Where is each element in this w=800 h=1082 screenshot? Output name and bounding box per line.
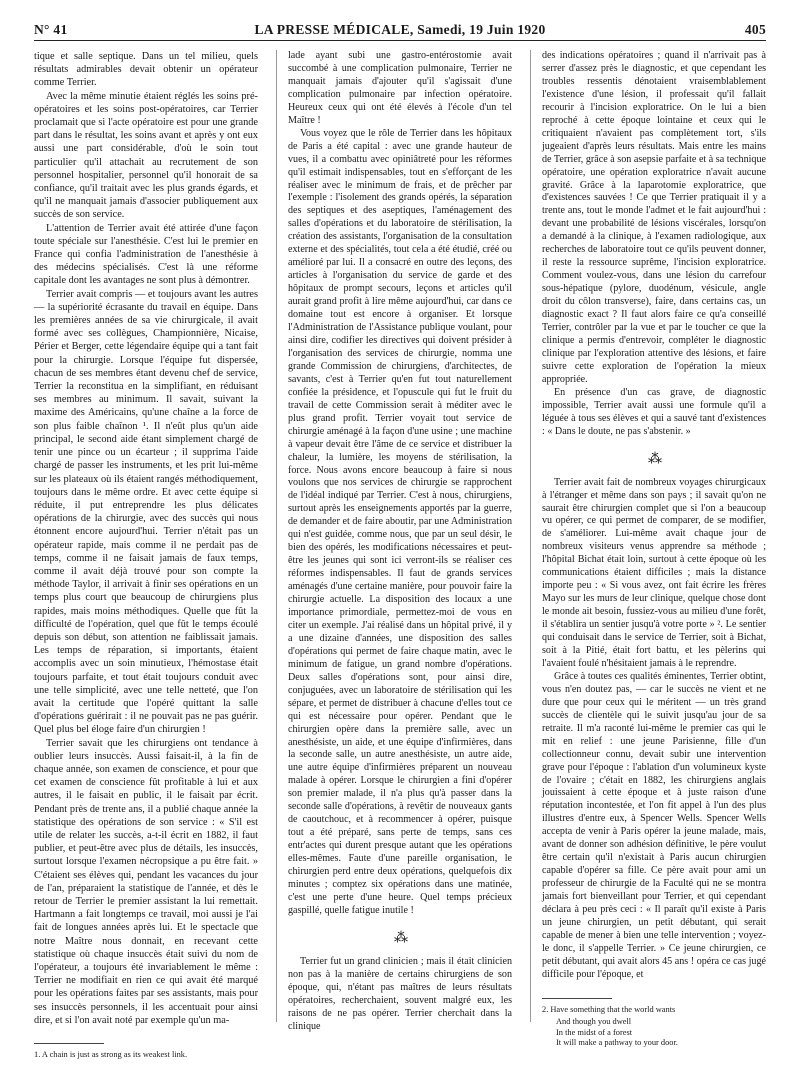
paragraph: des indications opératoires ; quand il n'arrivait pas à serrer d'assez près le diagnostic, et que cependant les troubles ressentis dénotaient vraisemblablement l'existence d'une lésion, il professait qu'il fallait recourir à l'incision exploratrice. On le lui a bien reproché à cette époque lointaine et ceux qui le critiquaient n'avaient pas complètement tort, s'ils jugeaient d'après leurs résultats. Mais entre les mains de Terrier, grâce à son asepsie parfaite et à sa technique opératoire, une opération exploratrice n'avait aucune gravité. Grâce à la laparotomie exploratrice, que d'existences sauvées ! Ce que Terrier pratiquait il y a trente ans, tout le monde l'admet et le fait aujourd'hui : devant une probabilité de lésions viscérales, lorsqu'on a demandé à la clinique, à l'examen radiologique, aux recherches de laboratoire tout ce qu'ils peuvent donner, il reste la ressource suprême, l'incision exploratrice. Comment voulez-vous, dans une lésion du carrefour sous-hépatique (pylore, duodénum, vésicule, angle droit du côlon transverse), faire, dans certains cas, un diagnostic exact ? Il faut alors faire ce qu'a conseillé Terrier, contrôler par la vue et par le toucher ce que la clinique a permis d'entrevoir, compléter le diagnostic clinique par l'exploration attentive des lésions, et faire suivre cette exploration de l'opération la mieux appropriée. bbox=[542, 50, 766, 385]
page-number: 405 bbox=[744, 22, 766, 37]
paragraph: Vous voyez que le rôle de Terrier dans les hôpitaux de Paris a été capital : avec une grande hauteur de vues, il a combattu avec opiniâtreté pour les réformes qu'il estimait indispensables, tout en s'efforçant de les réaliser avec le minimum de frais, et de prêcher par l'exemple : l'isolement des grands opérés, la séparation des septiques et des aseptiques, l'aménagement des salles d'opérations et du laboratoire de stérilisation, la création des assistants, l'organisation de la consultation externe et des spécialités, tout cela a été étudié, créé ou amélioré par lui. Il a consacré en outre des leçons, des articles à l'organisation du service de garde et des hôpitaux de prompt secours, leçons et articles qu'il aurait grand profit à lire même aujourd'hui, car dans ce domaine tout est encore à organiser. Et lorsque l'Administration de l'Assistance publique voulant, pour ainsi dire, codifier les directives qui doivent présider à l'organisation des services de chirurgie, nomma une grande Commission de chirurgiens, d'architectes, de savants, c'est à Terrier qu'en fut tout naturellement confiée la présidence, et l'opuscule qui fut le fruit du travail de cette Commission serait à méditer avec le plus grand profit. Terrier voyait tout service de chirurgie aménagé à la façon d'une usine ; une machine à vapeur devait être l'âme de ce service et distribuer la chaleur, la lumière, les moyens de stérilisation, la force. Nous avons encore beaucoup à faire si nous voulons que nos services de chirurgie se rapprochent de l'idéal indiqué par Terrier. C'est à nous, chirurgiens, surtout après les enseignements apportés par la guerre, de demander et de faire aboutir, par une Administration qui n'est guidée, comme nous, que par un seul désir, le bien des opérés, les modifications nécessaires et peut-être les jeunes qui sont ici verront-ils se réaliser ces réformes indispensables. Il faut de grands services aménagés d'une certaine manière, pour pouvoir faire la chirurgie actuelle. La disposition des locaux a une importance primordiale, permettez-moi de vous en citer un exemple. J'ai réalisé dans un hôpital privé, il y a une dizaine d'années, une disposition des salles d'opérations qui permet de faire chaque matin, avec le minimum de fatigue, un grand nombre d'opérations. Deux salles d'opérations sont, pour ainsi dire, conjuguées, avec un laboratoire de stérilisation qui les sépare, et permet de distribuer à chacune d'elles tout ce qui est nécessaire pour opérer. Pendant que le chirurgien opère dans la première salle, avec un anesthésiste, un aide, et une équipe d'infirmières, dans la seconde salle, un autre anesthésiste, un autre aide, une autre équipe d'infirmières préparent un nouveau malade à opérer. Lorsque le chirurgien a fini d'opérer son premier malade, il n'a plus qu'à passer dans la seconde salle d'opérations, à revêtir de nouveaux gants de caoutchouc, et à recommencer à opérer, puisque tout a été préparé, sans perte de temps, sans ces entr'actes qui durent presque autant que les opérations elles-mêmes. Faute d'une pareille organisation, le chirurgien perd entre deux opérations, quelquefois dix minutes ; comptez six opérations dans une matinée, c'est une perte d'une heure. Quel temps précieux gaspillé, quelle fatigue inutile ! bbox=[288, 127, 512, 916]
paragraph: tique et salle septique. Dans un tel milieu, quels résultats admirables devait obtenir un opérateur comme Terrier. bbox=[34, 51, 258, 89]
section-separator: ⁂ bbox=[648, 451, 660, 467]
footnote-rule bbox=[34, 1043, 104, 1044]
paragraph: En présence d'un cas grave, de diagnostic impossible, Terrier avait aussi une formule qu'il a léguée à tous ses élèves et qui a sauvé tant d'existences : « Dans le doute, ne pas s'abstenir. » bbox=[542, 386, 766, 437]
paragraph: Terrier avait fait de nombreux voyages chirurgicaux à l'étranger et même dans son pays ; il savait qu'on ne saurait être chirurgien complet que si l'on a beaucoup vu opérer, ce qui permet de comparer, de se modifier, de s'améliorer. Lui-même avait chaque jour de nombreux visiteurs venus apprendre sa méthode ; l'hôpital Bichat était loin, surtout à cette époque où les communications étaient difficiles ; mais la distance importe peu : « Si vous avez, ont fait écrire les frères Mayo sur les murs de leur clinique, quelque chose dont le monde ait besoin, fussiez-vous au milieu d'une forêt, il s'établira un sentier jusqu'à votre porte » ². Le sentier qui conduisait dans le service de Terrier, soit à Bichat, soit à la Pitié, était fort battu, et les pèlerins qui l'avaient foulé n'hésitaient jamais à le reprendre. bbox=[542, 476, 766, 669]
column-middle bbox=[288, 50, 512, 1034]
column-divider bbox=[276, 50, 277, 1022]
column-divider bbox=[530, 50, 531, 1022]
footnote-quote: And though you dwell In the midst of a forest It will make a pathway to your door. bbox=[556, 1017, 678, 1047]
paragraph: Terrier savait que les chirurgiens ont tendance à oublier leurs insuccès. Aussi faisait-il, à la fin de chaque année, son examen de conscience, et pour que cet examen de conscience fût profitable à lui et aux autres, il le faisait en public, il le faisait par écrit. Pendant près de trente ans, il a publié chaque année la statistique des opérations de son service : « S'il est utile de relater les succès, a-t-il écrit en 1882, il faut publier, et peut-être avec plus de détails, les insuccès, surtout lorsque l'examen nécropsique a pu être fait. » C'étaient ses élèves qui, pendant les vacances du jour de l'an, préparaient la statistique de l'année, et dès le retour de Terrier le premier assistant la lui remettait. Hartmann a fait longtemps ce travail, moi aussi je l'ai fait de longues années après lui. Et le spectacle que notre Maître nous donnait, en recevant cette statistique où chaque insuccès était suivi du nom de l'opérateur, a toujours été invariablement le même : Terrier ne modifiait en rien ce qui avait été marqué pour les opérations faites par ses assistants, mais pour ses insuccès personnels, il les accentuait pour ainsi dire, et si l'on avait noté par exemple qu'un ma- bbox=[34, 737, 258, 1026]
running-header bbox=[34, 14, 766, 38]
paragraph: Terrier fut un grand clinicien ; mais il était clinicien non pas à la manière de certains chirurgiens de son époque, qui, n'étant pas maîtres de leurs résultats opératoires, recherchaient, souvent malgré eux, les raisons de ne pas opérer. Terrier cherchait dans la clinique bbox=[288, 955, 512, 1032]
footnote-rule bbox=[542, 998, 612, 999]
issue-number: N° 41 bbox=[34, 22, 68, 37]
footnote: 2. Have something that the world wants bbox=[542, 1004, 676, 1014]
journal-title: LA PRESSE MÉDICALE, Samedi, 19 Juin 1920 bbox=[254, 22, 546, 37]
header-rule bbox=[34, 40, 766, 41]
paragraph: Terrier avait compris — et toujours avant les autres — la supériorité écrasante du travail en équipe. Dans les premières années de sa vie chirurgicale, il avait formé avec ses collègues, Championnière, Nicaise, Périer et Berger, cette légendaire équipe qui a tant fait pour la chirurgie. Lorsque l'équipe fut dispersée, chacun de ses membres étant devenu chef de service, Terrier la reconstitua en la simplifiant, en réduisant ses membres au minimum. Il savait, suivant la maxime des Américains, qu'une chaîne a la force de son plus faible chaînon ¹. Il n'eût plus qu'un aide principal, le second aide étant simplement chargé de tenir une pince ou un écarteur ; il supprima l'aide chargé de passer les instruments, et les prit lui-même sur les plateaux où ils étaient rangés méthodiquement, toujours dans le même ordre. Et avec cette équipe si réduite, il put entreprendre les plus délicates opérations de la chirurgie, avec des succès qui nous étonnent encore aujourd'hui. Terrier n'était pas un opérateur rapide, mais comme il ne perdait pas de temps, comme il ne faisait jamais de faux temps, comme il avait déjà trouvé pour son compte la méthode Taylor, il arrivait à finir ses opérations en un temps plus court que beaucoup de chirurgiens plus rapides, mais moins méthodiques. Quelle que fût la difficulté de l'opération, quel que fût le temps écoulé depuis son début, son attention ne faiblissait jamais. Les temps de réparation, si importants, étaient accomplis avec un soin minutieux, l'hémostase était toujours parfaite, et tout était toujours conduit avec une telle simplicité, avec une telle netteté, que l'on avait la certitude que l'opéré quittant la salle d'opérations guérirait : il ne pouvait pas ne pas guérir. Quel plus bel éloge faire d'un chirurgien ! bbox=[34, 288, 258, 736]
column-left bbox=[34, 50, 258, 1060]
column-right bbox=[542, 50, 766, 1048]
paragraph: Avec la même minutie étaient réglés les soins pré-opératoires et les soins post-opératoires, car Terrier proclamait que si l'acte opératoire est pour une grande part dans le résultat, les soins avant et après y ont eux aussi une part considérable, d'où le soin tout particulier qu'il attachait au recrutement de son personnel hospitalier, personnel qu'il honorait de sa confiance, qu'il traitait avec les plus grands égards, et qu'il ne manquait jamais d'associer publiquement aux succès de son service. bbox=[34, 90, 258, 221]
paragraph: lade ayant subi une gastro-entérostomie avait succombé à une complication pulmonaire, Terrier ne manquait jamais d'ajouter qu'il s'agissait d'une complication pulmonaire par infection opératoire. Heureux ceux qui ont été élevés à l'école d'un tel Maître ! bbox=[288, 50, 512, 126]
section-separator: ⁂ bbox=[394, 930, 406, 946]
footnote: 1. A chain is just as strong as its weakest link. bbox=[34, 1050, 188, 1060]
paragraph: Grâce à toutes ces qualités éminentes, Terrier obtint, vous n'en doutez pas, — car le succès ne vient et ne dure que pour ceux qui le méritent — un très grand succès de clientèle qui le suivit jusqu'au jour de sa retraite. Il m'a raconté lui-même le premier cas qui le mit en relief : une jeune Parisienne, fille d'un collectionneur connu, devait subir une intervention grave pour l'époque : l'ablation d'un volumineux kyste de l'ovaire ; c'était en 1882, les chirurgiens anglais jouissaient à cette époque et à juste raison d'une réputation incontestée, et l'on fit appel à l'un des plus illustres d'entre eux, à Spencer Wells. Spencer Wells accepta de venir à Paris opérer la jeune malade, mais, avant de donner son adhésion définitive, le père voulut être certain qu'il n'existait à Paris aucun chirurgien capable d'opérer sa fille. Ce père avait pour ami un professeur de chirurgie de la Faculté qui ne se montra jamais fort bienveillant pour Terrier, et qui cependant déclara à peu près ceci : « Il paraît qu'il existe à Paris un jeune chirurgien, un petit débutant, qui serait capable de mener à bien une telle intervention ; voyez-le donc, il s'appelle Terrier. » Ce jeune chirurgien, ce petit débutant, qui avait alors 45 ans ! opéra ce cas jugé difficile pour l'époque, et bbox=[542, 670, 766, 980]
paragraph: L'attention de Terrier avait été attirée d'une façon toute spéciale sur l'anesthésie. C'est lui le premier en France qui confia l'administration de l'anesthésie à des médecins spécialisés. C'est là une réforme capitale dont les avantages ne sont plus à démontrer. bbox=[34, 222, 258, 287]
